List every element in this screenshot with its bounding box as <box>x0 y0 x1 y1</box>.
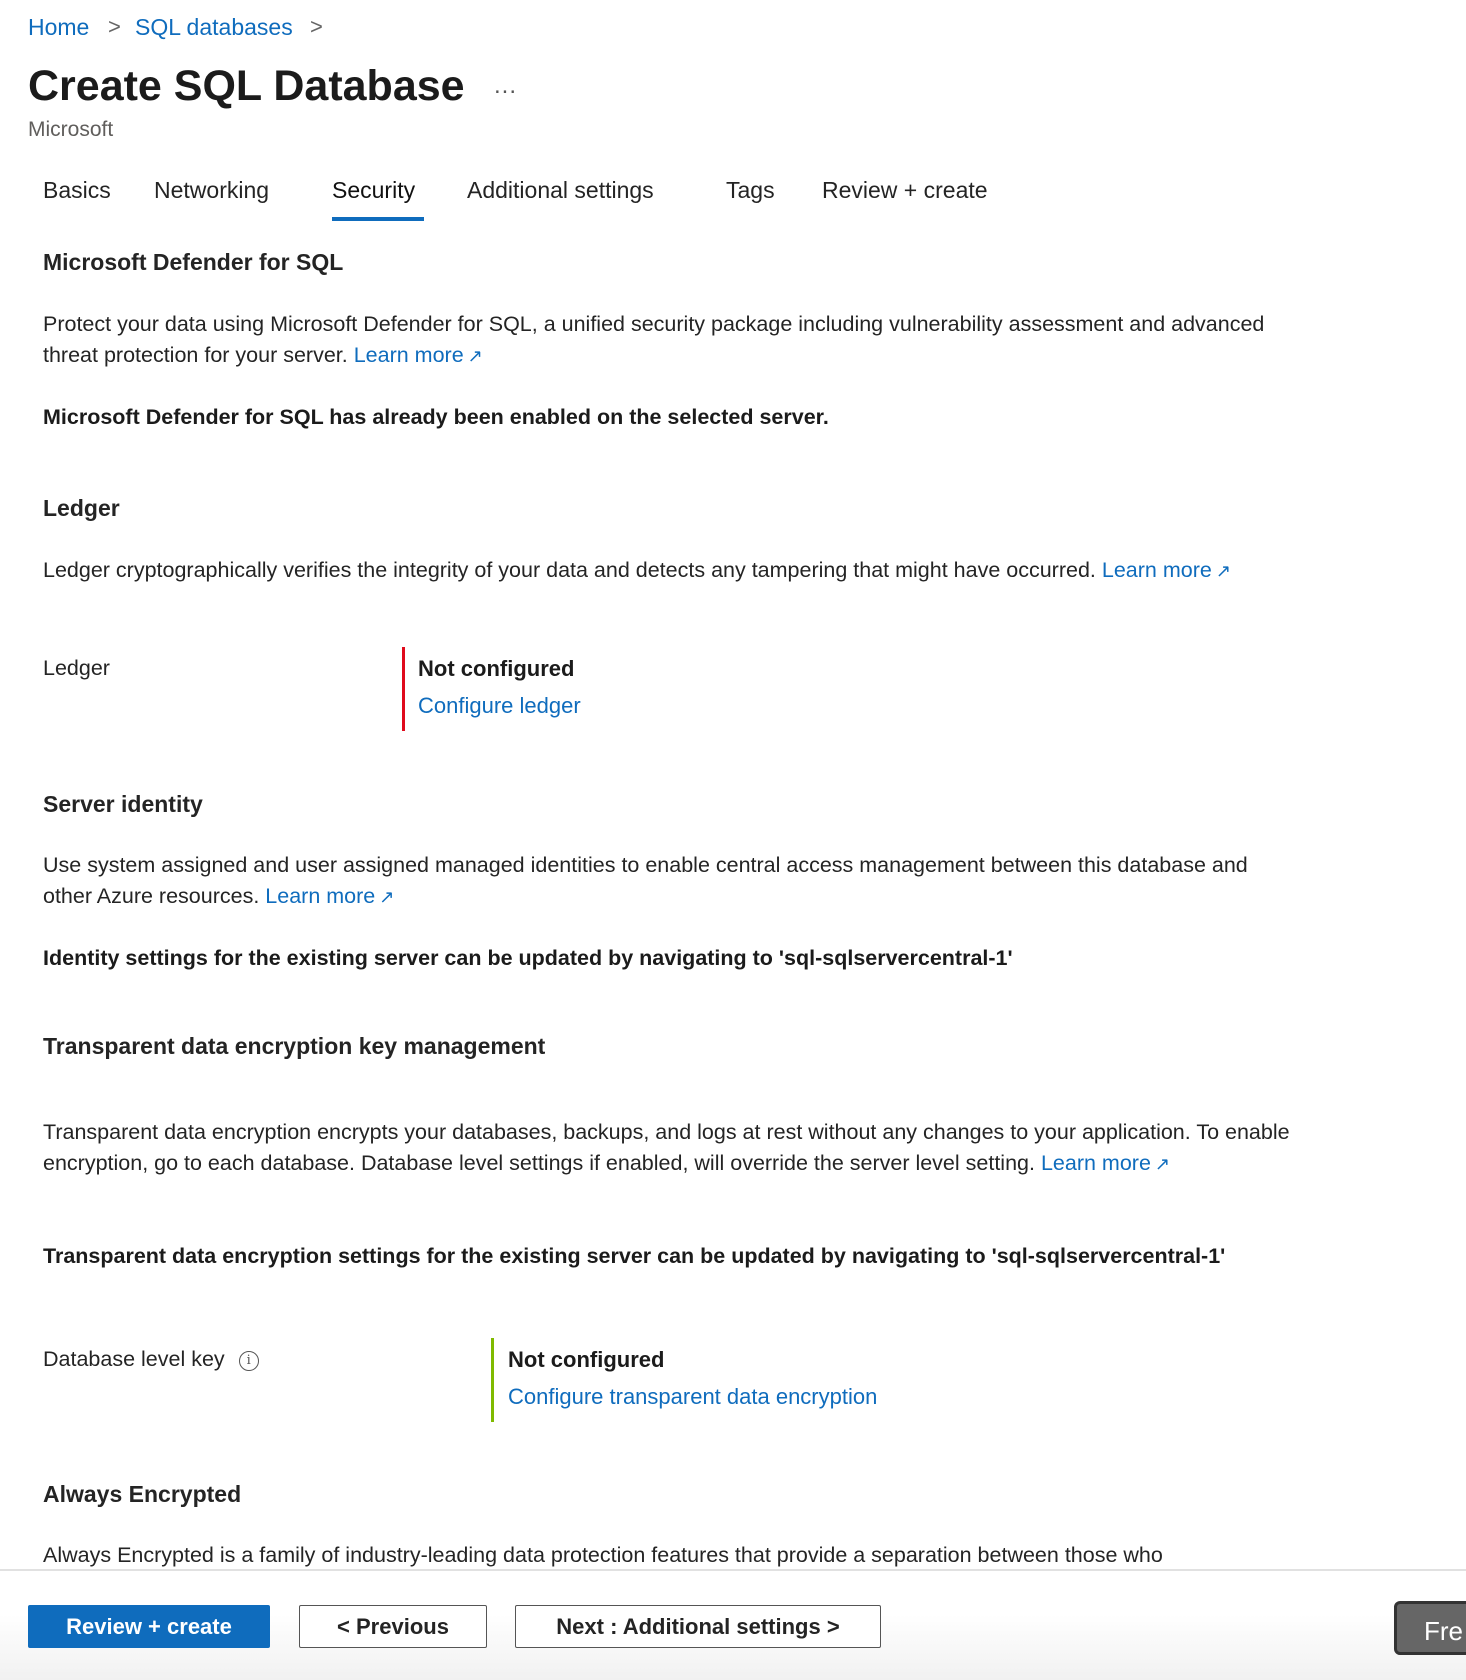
next-button[interactable]: Next : Additional settings > <box>515 1605 881 1648</box>
breadcrumb-home[interactable]: Home <box>28 14 90 40</box>
tab-additional-settings[interactable]: Additional settings <box>467 177 654 203</box>
info-icon[interactable]: i <box>239 1351 259 1371</box>
tab-tags[interactable]: Tags <box>726 177 775 203</box>
defender-description: Protect your data using Microsoft Defender for SQL, a unified security package including vulnerability assessment and advanced threat protection for your server. Learn more ↗ <box>43 309 1293 372</box>
page-title: Create SQL Database <box>28 62 465 110</box>
tde-heading: Transparent data encryption key management <box>43 1033 546 1059</box>
identity-description: Use system assigned and user assigned managed identities to enable central access management between this database and other Azure resources. Learn more ↗ <box>43 850 1293 913</box>
external-link-icon: ↗ <box>467 346 483 366</box>
page-subtitle: Microsoft <box>28 118 114 141</box>
tab-security[interactable]: Security <box>332 177 416 203</box>
ledger-status-bar <box>402 647 405 731</box>
defender-heading: Microsoft Defender for SQL <box>43 249 344 275</box>
external-link-icon: ↗ <box>379 887 395 907</box>
identity-status: Identity settings for the existing server can be updated by navigating to 'sql-sqlservercentral-1' <box>43 946 1013 970</box>
configure-ledger-link[interactable]: Configure ledger <box>418 693 581 718</box>
ledger-learn-more-link[interactable]: Learn more ↗ <box>1102 558 1231 582</box>
identity-learn-more-link[interactable]: Learn more ↗ <box>265 884 394 908</box>
chevron-right-icon: > <box>310 14 323 39</box>
ledger-heading: Ledger <box>43 495 120 521</box>
tde-learn-more-link[interactable]: Learn more ↗ <box>1041 1151 1170 1175</box>
external-link-icon: ↗ <box>1215 561 1231 581</box>
previous-button[interactable]: < Previous <box>299 1605 487 1648</box>
tde-status: Transparent data encryption settings for the existing server can be updated by navigating to 'sql-sqlservercentral-1' <box>43 1244 1226 1268</box>
tde-status-bar <box>491 1338 494 1422</box>
more-options-icon[interactable]: ... <box>494 72 518 99</box>
ledger-description: Ledger cryptographically verifies the integrity of your data and detects any tampering that might have occurred. Learn more ↗ <box>43 555 1293 587</box>
always-encrypted-description: Always Encrypted is a family of industry-leading data protection features that provide a separation between those who <box>43 1543 1163 1567</box>
tab-basics[interactable]: Basics <box>43 177 111 203</box>
defender-status: Microsoft Defender for SQL has already been enabled on the selected server. <box>43 405 829 429</box>
feedback-button[interactable]: Fre <box>1394 1601 1466 1655</box>
chevron-right-icon: > <box>108 14 121 39</box>
tab-networking[interactable]: Networking <box>154 177 270 203</box>
configure-tde-link[interactable]: Configure transparent data encryption <box>508 1384 878 1409</box>
identity-heading: Server identity <box>43 791 203 817</box>
tde-value: Not configured <box>508 1347 665 1372</box>
tde-description: Transparent data encryption encrypts your databases, backups, and logs at rest without any changes to your application. To enable encryption, go to each database. Database level settings if enabled, will override the server level setting. Learn more ↗ <box>43 1117 1293 1180</box>
breadcrumb-sql-databases[interactable]: SQL databases <box>135 14 293 40</box>
database-level-key-label: Database level key i <box>43 1347 259 1372</box>
defender-learn-more-link[interactable]: Learn more ↗ <box>354 343 483 367</box>
always-encrypted-heading: Always Encrypted <box>43 1481 242 1507</box>
external-link-icon: ↗ <box>1154 1154 1170 1174</box>
active-tab-indicator <box>332 217 424 221</box>
review-create-button[interactable]: Review + create <box>28 1605 270 1648</box>
ledger-label: Ledger <box>43 656 110 680</box>
ledger-value: Not configured <box>418 656 575 681</box>
tab-review-create[interactable]: Review + create <box>822 177 988 203</box>
